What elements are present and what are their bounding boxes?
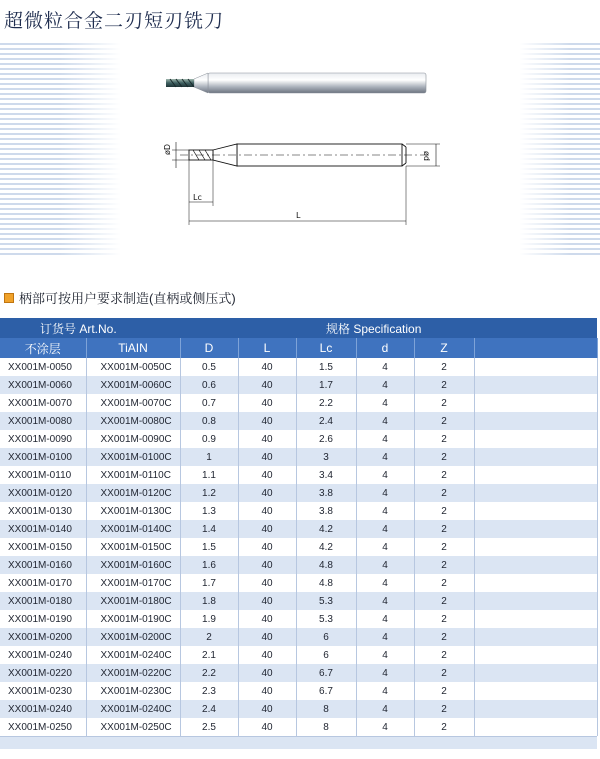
cell-Lc: 4.2 [296, 520, 356, 538]
end-mill-diagram [172, 142, 440, 225]
table-row [0, 412, 597, 430]
cell-d: 4 [356, 520, 414, 538]
cell-art-uncoated: XX001M-0150 [0, 538, 86, 556]
shank-note [4, 288, 236, 307]
cell-art-uncoated: XX001M-0050 [0, 358, 86, 376]
cell-d: 4 [356, 646, 414, 664]
spec-table [0, 318, 598, 736]
cell-L: 40 [238, 412, 296, 430]
cell-empty [474, 412, 597, 430]
cell-Lc: 3.8 [296, 484, 356, 502]
table-row [0, 556, 597, 574]
table-row [0, 628, 597, 646]
header-D: D [180, 338, 238, 358]
cell-art-uncoated: XX001M-0070 [0, 394, 86, 412]
cell-d: 4 [356, 628, 414, 646]
cell-D: 1.5 [180, 538, 238, 556]
cell-Z: 2 [414, 556, 474, 574]
cell-L: 40 [238, 394, 296, 412]
cell-Z: 2 [414, 376, 474, 394]
table-row [0, 682, 597, 700]
cell-d: 4 [356, 700, 414, 718]
cell-d: 4 [356, 718, 414, 736]
cell-d: 4 [356, 394, 414, 412]
cell-L: 40 [238, 682, 296, 700]
cell-D: 1.7 [180, 574, 238, 592]
cell-Z: 2 [414, 448, 474, 466]
cell-L: 40 [238, 610, 296, 628]
cell-D: 1.2 [180, 484, 238, 502]
cell-d: 4 [356, 412, 414, 430]
cell-empty [474, 556, 597, 574]
cell-empty [474, 358, 597, 376]
cell-L: 40 [238, 538, 296, 556]
cell-art-tialn: XX001M-0190C [86, 610, 180, 628]
cell-Lc: 1.7 [296, 376, 356, 394]
table-row [0, 718, 597, 736]
spec-table-wrapper [0, 318, 597, 749]
cell-L: 40 [238, 718, 296, 736]
cell-Lc: 3.8 [296, 502, 356, 520]
cell-L: 40 [238, 556, 296, 574]
cell-Z: 2 [414, 502, 474, 520]
cell-empty [474, 574, 597, 592]
cell-Z: 2 [414, 718, 474, 736]
cell-d: 4 [356, 538, 414, 556]
cell-Z: 2 [414, 430, 474, 448]
cell-Z: 2 [414, 700, 474, 718]
table-row [0, 646, 597, 664]
cell-art-tialn: XX001M-0090C [86, 430, 180, 448]
cell-empty [474, 592, 597, 610]
cell-L: 40 [238, 502, 296, 520]
cell-D: 0.6 [180, 376, 238, 394]
cell-empty [474, 682, 597, 700]
cell-Lc: 4.2 [296, 538, 356, 556]
cell-D: 2.3 [180, 682, 238, 700]
cell-d: 4 [356, 466, 414, 484]
cell-empty [474, 448, 597, 466]
cell-art-uncoated: XX001M-0110 [0, 466, 86, 484]
cell-d: 4 [356, 664, 414, 682]
cell-d: 4 [356, 358, 414, 376]
cell-d: 4 [356, 574, 414, 592]
cell-L: 40 [238, 376, 296, 394]
cell-Lc: 6 [296, 646, 356, 664]
cell-Lc: 3 [296, 448, 356, 466]
cell-D: 2 [180, 628, 238, 646]
header-L: L [238, 338, 296, 358]
cell-Z: 2 [414, 610, 474, 628]
cell-D: 2.4 [180, 700, 238, 718]
cell-D: 1.1 [180, 466, 238, 484]
table-row [0, 502, 597, 520]
cell-empty [474, 628, 597, 646]
cell-Z: 2 [414, 646, 474, 664]
table-footer-bar [0, 736, 597, 749]
table-row [0, 430, 597, 448]
cell-art-tialn: XX001M-0250C [86, 718, 180, 736]
cell-art-tialn: XX001M-0080C [86, 412, 180, 430]
cell-Lc: 4.8 [296, 574, 356, 592]
cell-empty [474, 520, 597, 538]
header-tialn: TiAIN [86, 338, 180, 358]
cell-art-tialn: XX001M-0100C [86, 448, 180, 466]
cell-art-tialn: XX001M-0170C [86, 574, 180, 592]
cell-Z: 2 [414, 538, 474, 556]
cell-Z: 2 [414, 484, 474, 502]
cell-art-uncoated: XX001M-0130 [0, 502, 86, 520]
cell-art-uncoated: XX001M-0120 [0, 484, 86, 502]
cell-D: 1.8 [180, 592, 238, 610]
header-Lc: Lc [296, 338, 356, 358]
cell-art-uncoated: XX001M-0140 [0, 520, 86, 538]
table-header-row-2 [0, 338, 597, 358]
cell-d: 4 [356, 592, 414, 610]
cell-empty [474, 610, 597, 628]
cell-d: 4 [356, 430, 414, 448]
cell-empty [474, 700, 597, 718]
cell-Lc: 4.8 [296, 556, 356, 574]
cell-Lc: 2.4 [296, 412, 356, 430]
end-mill-photo [166, 73, 426, 93]
cell-L: 40 [238, 358, 296, 376]
cell-empty [474, 394, 597, 412]
bullet-square-icon [4, 293, 14, 303]
cell-L: 40 [238, 628, 296, 646]
table-row [0, 466, 597, 484]
cell-L: 40 [238, 664, 296, 682]
cell-Lc: 3.4 [296, 466, 356, 484]
cell-Z: 2 [414, 520, 474, 538]
cell-art-uncoated: XX001M-0080 [0, 412, 86, 430]
cell-Z: 2 [414, 394, 474, 412]
cell-Lc: 6.7 [296, 664, 356, 682]
header-uncoated: 不涂层 [0, 338, 86, 358]
cell-D: 1.6 [180, 556, 238, 574]
cell-empty [474, 538, 597, 556]
cell-art-tialn: XX001M-0180C [86, 592, 180, 610]
cell-art-tialn: XX001M-0110C [86, 466, 180, 484]
cell-D: 0.7 [180, 394, 238, 412]
cell-Z: 2 [414, 358, 474, 376]
dim-L-label: L [296, 211, 301, 220]
cell-d: 4 [356, 376, 414, 394]
table-row [0, 700, 597, 718]
cell-Z: 2 [414, 466, 474, 484]
cell-art-uncoated: XX001M-0100 [0, 448, 86, 466]
cell-Z: 2 [414, 682, 474, 700]
cell-L: 40 [238, 574, 296, 592]
cell-art-tialn: XX001M-0220C [86, 664, 180, 682]
cell-empty [474, 718, 597, 736]
cell-empty [474, 664, 597, 682]
cell-d: 4 [356, 556, 414, 574]
dim-d-label: ød [422, 151, 431, 161]
cell-art-tialn: XX001M-0230C [86, 682, 180, 700]
cell-empty [474, 484, 597, 502]
cell-art-uncoated: XX001M-0170 [0, 574, 86, 592]
header-d: d [356, 338, 414, 358]
cell-Lc: 8 [296, 718, 356, 736]
cell-empty [474, 466, 597, 484]
cell-Z: 2 [414, 412, 474, 430]
table-row [0, 664, 597, 682]
table-row [0, 592, 597, 610]
cell-empty [474, 376, 597, 394]
cell-Lc: 2.6 [296, 430, 356, 448]
cell-D: 2.1 [180, 646, 238, 664]
cell-art-uncoated: XX001M-0190 [0, 610, 86, 628]
table-body [0, 358, 597, 736]
cell-D: 1 [180, 448, 238, 466]
table-row [0, 448, 597, 466]
cell-art-tialn: XX001M-0240C [86, 646, 180, 664]
cell-art-tialn: XX001M-0060C [86, 376, 180, 394]
table-row [0, 574, 597, 592]
cell-D: 0.9 [180, 430, 238, 448]
cell-Z: 2 [414, 592, 474, 610]
cell-L: 40 [238, 520, 296, 538]
cell-art-uncoated: XX001M-0220 [0, 664, 86, 682]
cell-Z: 2 [414, 574, 474, 592]
cell-Z: 2 [414, 628, 474, 646]
page-title: 超微粒合金二刃短刃铣刀 [4, 11, 225, 32]
cell-empty [474, 502, 597, 520]
cell-Lc: 5.3 [296, 610, 356, 628]
cell-art-uncoated: XX001M-0250 [0, 718, 86, 736]
cell-art-tialn: XX001M-0200C [86, 628, 180, 646]
cell-art-tialn: XX001M-0070C [86, 394, 180, 412]
header-empty [474, 338, 597, 358]
cell-art-tialn: XX001M-0120C [86, 484, 180, 502]
table-row [0, 358, 597, 376]
cell-d: 4 [356, 502, 414, 520]
table-row [0, 394, 597, 412]
dim-D-label: øD [163, 143, 172, 155]
shank-note-text: 柄部可按用户要求制造(直柄或侧压式) [19, 291, 236, 306]
cell-D: 2.2 [180, 664, 238, 682]
table-header-row-1 [0, 318, 597, 338]
cell-d: 4 [356, 682, 414, 700]
cell-art-uncoated: XX001M-0240 [0, 646, 86, 664]
cell-L: 40 [238, 484, 296, 502]
cell-art-tialn: XX001M-0160C [86, 556, 180, 574]
cell-art-uncoated: XX001M-0200 [0, 628, 86, 646]
cell-L: 40 [238, 448, 296, 466]
cell-D: 0.5 [180, 358, 238, 376]
cell-Lc: 6.7 [296, 682, 356, 700]
cell-L: 40 [238, 646, 296, 664]
table-row [0, 538, 597, 556]
cell-L: 40 [238, 592, 296, 610]
cell-D: 2.5 [180, 718, 238, 736]
cell-d: 4 [356, 610, 414, 628]
cell-d: 4 [356, 448, 414, 466]
cell-empty [474, 430, 597, 448]
cell-D: 1.4 [180, 520, 238, 538]
dim-Lc-label: Lc [193, 193, 202, 202]
header-specification: 规格 Specification [296, 318, 597, 338]
cell-Lc: 1.5 [296, 358, 356, 376]
cell-D: 1.3 [180, 502, 238, 520]
cell-D: 1.9 [180, 610, 238, 628]
cell-Lc: 2.2 [296, 394, 356, 412]
cell-Lc: 5.3 [296, 592, 356, 610]
cell-art-uncoated: XX001M-0180 [0, 592, 86, 610]
header-order-number: 订货号 Art.No. [0, 318, 296, 338]
table-row [0, 376, 597, 394]
cell-art-tialn: XX001M-0150C [86, 538, 180, 556]
cell-d: 4 [356, 484, 414, 502]
cell-Lc: 6 [296, 628, 356, 646]
cell-L: 40 [238, 430, 296, 448]
cell-art-uncoated: XX001M-0230 [0, 682, 86, 700]
table-row [0, 610, 597, 628]
cell-art-tialn: XX001M-0130C [86, 502, 180, 520]
cell-art-tialn: XX001M-0140C [86, 520, 180, 538]
cell-art-tialn: XX001M-0240C [86, 700, 180, 718]
header-Z: Z [414, 338, 474, 358]
cell-art-uncoated: XX001M-0160 [0, 556, 86, 574]
cell-empty [474, 646, 597, 664]
cell-art-uncoated: XX001M-0060 [0, 376, 86, 394]
table-row [0, 520, 597, 538]
table-row [0, 484, 597, 502]
cell-L: 40 [238, 466, 296, 484]
cell-D: 0.8 [180, 412, 238, 430]
cell-Z: 2 [414, 664, 474, 682]
cell-art-uncoated: XX001M-0090 [0, 430, 86, 448]
cell-art-tialn: XX001M-0050C [86, 358, 180, 376]
cell-L: 40 [238, 700, 296, 718]
tool-drawings [0, 40, 600, 255]
cell-art-uncoated: XX001M-0240 [0, 700, 86, 718]
cell-Lc: 8 [296, 700, 356, 718]
